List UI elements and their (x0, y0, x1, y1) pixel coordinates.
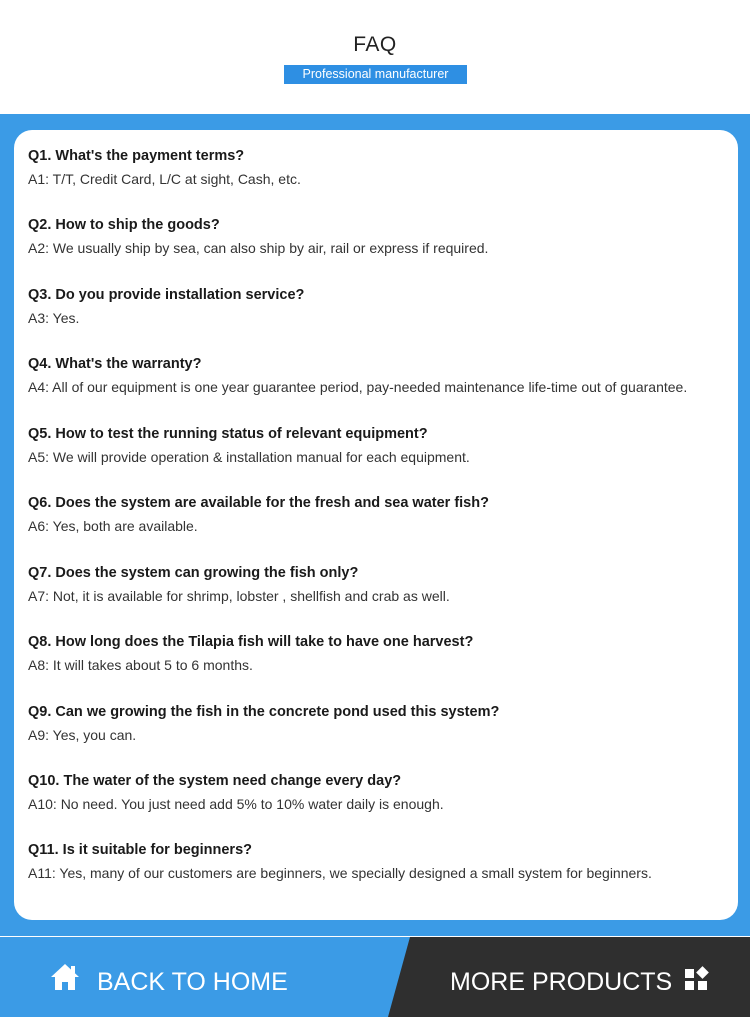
faq-question: Q5. How to test the running status of relevant equipment? (28, 426, 428, 442)
subtitle-badge: Professional manufacturer (284, 65, 467, 84)
faq-answer: A9: Yes, you can. (28, 727, 137, 743)
faq-answer: A5: We will provide operation & installation manual for each equipment. (28, 449, 470, 465)
faq-answer: A10: No need. You just need add 5% to 10% water daily is enough. (28, 796, 444, 812)
faq-item (28, 633, 733, 674)
faq-question: Q3. Do you provide installation service? (28, 287, 305, 303)
back-to-home-button[interactable] (0, 937, 410, 1017)
faq-question: Q1. What's the payment terms? (28, 148, 245, 164)
faq-item (28, 772, 733, 813)
faq-question: Q2. How to ship the goods? (28, 217, 220, 233)
faq-item (28, 355, 733, 396)
faq-question: Q4. What's the warranty? (28, 356, 202, 372)
faq-item (28, 564, 733, 605)
grid-icon[interactable] (684, 966, 710, 992)
faq-question: Q11. Is it suitable for beginners? (28, 842, 252, 858)
faq-answer: A2: We usually ship by sea, can also ship by air, rail or express if required. (28, 240, 489, 256)
faq-answer: A3: Yes. (28, 310, 80, 326)
faq-question: Q6. Does the system are available for the fresh and sea water fish? (28, 495, 489, 511)
faq-answer: A7: Not, it is available for shrimp, lobster , shellfish and crab as well. (28, 588, 450, 604)
faq-answer: A8: It will takes about 5 to 6 months. (28, 657, 253, 673)
faq-item (28, 147, 733, 188)
faq-answer: A11: Yes, many of our customers are beginners, we specially designed a small system for beginners. (28, 865, 652, 881)
faq-answer: A4: All of our equipment is one year guarantee period, pay-needed maintenance life-time out of guarantee. (28, 379, 688, 395)
back-to-home-label: BACK TO HOME (97, 968, 288, 996)
faq-item (28, 494, 733, 535)
faq-item (28, 425, 733, 466)
faq-question: Q7. Does the system can growing the fish only? (28, 565, 359, 581)
faq-answer: A1: T/T, Credit Card, L/C at sight, Cash, etc. (28, 171, 301, 187)
faq-question: Q10. The water of the system need change every day? (28, 773, 402, 789)
more-products-label[interactable]: MORE PRODUCTS (450, 968, 673, 996)
faq-answer: A6: Yes, both are available. (28, 518, 198, 534)
faq-item (28, 216, 733, 257)
page-title: FAQ (353, 33, 397, 56)
faq-item (28, 841, 733, 882)
faq-question: Q9. Can we growing the fish in the concrete pond used this system? (28, 704, 500, 720)
faq-question: Q8. How long does the Tilapia fish will take to have one harvest? (28, 634, 474, 650)
faq-item (28, 286, 733, 327)
header (0, 0, 750, 114)
home-icon (49, 961, 81, 993)
faq-item (28, 703, 733, 744)
